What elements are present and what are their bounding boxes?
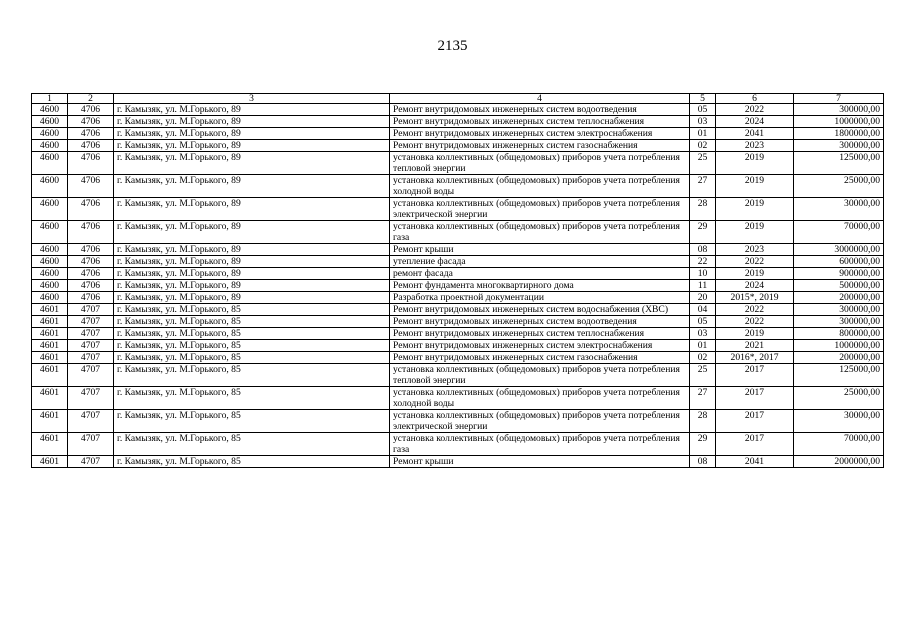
cell-cost: 900000,00 [794, 268, 884, 280]
cell-house-id: 4706 [68, 104, 114, 116]
cell-cost: 1800000,00 [794, 128, 884, 140]
cell-house-id: 4706 [68, 128, 114, 140]
cell-work-type: установка коллективных (общедомовых) приборов учета потребления электрической энергии [390, 410, 690, 433]
table-row [32, 292, 884, 304]
cell-cost: 3000000,00 [794, 244, 884, 256]
table-row [32, 256, 884, 268]
cell-house-id: 4706 [68, 152, 114, 175]
cell-address: г. Камызяк, ул. М.Горького, 89 [114, 221, 390, 244]
cell-work-type: Ремонт внутридомовых инженерных систем электроснабжения [390, 340, 690, 352]
table-row [32, 116, 884, 128]
cell-work-type: Ремонт внутридомовых инженерных систем газоснабжения [390, 352, 690, 364]
cell-id: 4600 [32, 152, 68, 175]
cell-work-type: установка коллективных (общедомовых) приборов учета потребления тепловой энергии [390, 364, 690, 387]
header-row [32, 94, 884, 104]
header-cell-2: 2 [68, 94, 114, 104]
cell-id: 4600 [32, 198, 68, 221]
table-row [32, 316, 884, 328]
cell-code: 05 [690, 316, 716, 328]
registry-table [31, 93, 884, 468]
cell-cost: 300000,00 [794, 140, 884, 152]
cell-code: 01 [690, 128, 716, 140]
cell-work-type: Ремонт внутридомовых инженерных систем водоснабжения (ХВС) [390, 304, 690, 316]
table-row [32, 304, 884, 316]
cell-code: 03 [690, 116, 716, 128]
cell-house-id: 4707 [68, 340, 114, 352]
cell-work-type: ремонт фасада [390, 268, 690, 280]
cell-year: 2019 [716, 328, 794, 340]
cell-address: г. Камызяк, ул. М.Горького, 85 [114, 328, 390, 340]
cell-house-id: 4707 [68, 352, 114, 364]
cell-address: г. Камызяк, ул. М.Горького, 89 [114, 198, 390, 221]
cell-id: 4600 [32, 175, 68, 198]
cell-id: 4600 [32, 140, 68, 152]
cell-code: 28 [690, 410, 716, 433]
cell-id: 4600 [32, 280, 68, 292]
cell-id: 4600 [32, 116, 68, 128]
header-cell-3: 3 [114, 94, 390, 104]
cell-house-id: 4706 [68, 140, 114, 152]
cell-work-type: Ремонт крыши [390, 244, 690, 256]
cell-cost: 600000,00 [794, 256, 884, 268]
cell-address: г. Камызяк, ул. М.Горького, 85 [114, 352, 390, 364]
cell-code: 01 [690, 340, 716, 352]
cell-cost: 30000,00 [794, 198, 884, 221]
cell-cost: 300000,00 [794, 104, 884, 116]
cell-house-id: 4706 [68, 198, 114, 221]
table-row [32, 456, 884, 468]
cell-cost: 70000,00 [794, 221, 884, 244]
cell-house-id: 4706 [68, 292, 114, 304]
cell-year: 2019 [716, 152, 794, 175]
cell-house-id: 4707 [68, 364, 114, 387]
cell-address: г. Камызяк, ул. М.Горького, 85 [114, 387, 390, 410]
cell-cost: 25000,00 [794, 387, 884, 410]
cell-address: г. Камызяк, ул. М.Горького, 85 [114, 364, 390, 387]
table-row [32, 433, 884, 456]
cell-address: г. Камызяк, ул. М.Горького, 85 [114, 340, 390, 352]
cell-code: 10 [690, 268, 716, 280]
cell-house-id: 4706 [68, 280, 114, 292]
cell-year: 2022 [716, 256, 794, 268]
cell-code: 03 [690, 328, 716, 340]
table-row [32, 140, 884, 152]
cell-house-id: 4707 [68, 456, 114, 468]
cell-address: г. Камызяк, ул. М.Горького, 89 [114, 128, 390, 140]
cell-id: 4601 [32, 352, 68, 364]
cell-id: 4601 [32, 364, 68, 387]
cell-house-id: 4707 [68, 433, 114, 456]
cell-house-id: 4707 [68, 316, 114, 328]
cell-id: 4600 [32, 292, 68, 304]
table-row [32, 244, 884, 256]
cell-work-type: Ремонт крыши [390, 456, 690, 468]
cell-id: 4601 [32, 316, 68, 328]
cell-house-id: 4706 [68, 221, 114, 244]
cell-cost: 200000,00 [794, 292, 884, 304]
cell-code: 05 [690, 104, 716, 116]
cell-year: 2041 [716, 456, 794, 468]
cell-cost: 1000000,00 [794, 116, 884, 128]
cell-address: г. Камызяк, ул. М.Горького, 89 [114, 256, 390, 268]
cell-cost: 300000,00 [794, 316, 884, 328]
cell-address: г. Камызяк, ул. М.Горького, 89 [114, 244, 390, 256]
cell-work-type: Ремонт внутридомовых инженерных систем теплоснабжения [390, 328, 690, 340]
cell-code: 08 [690, 244, 716, 256]
table-row [32, 352, 884, 364]
cell-code: 25 [690, 364, 716, 387]
cell-house-id: 4706 [68, 175, 114, 198]
table-row [32, 387, 884, 410]
cell-work-type: Ремонт внутридомовых инженерных систем водоотведения [390, 104, 690, 116]
cell-code: 04 [690, 304, 716, 316]
cell-id: 4600 [32, 244, 68, 256]
cell-work-type: Ремонт внутридомовых инженерных систем газоснабжения [390, 140, 690, 152]
cell-id: 4600 [32, 104, 68, 116]
table-row [32, 364, 884, 387]
cell-address: г. Камызяк, ул. М.Горького, 85 [114, 410, 390, 433]
cell-address: г. Камызяк, ул. М.Горького, 89 [114, 116, 390, 128]
cell-work-type: установка коллективных (общедомовых) приборов учета потребления газа [390, 433, 690, 456]
cell-cost: 70000,00 [794, 433, 884, 456]
cell-year: 2016*, 2017 [716, 352, 794, 364]
cell-work-type: Разработка проектной документации [390, 292, 690, 304]
cell-year: 2021 [716, 340, 794, 352]
table-row [32, 268, 884, 280]
cell-work-type: Ремонт внутридомовых инженерных систем теплоснабжения [390, 116, 690, 128]
cell-house-id: 4707 [68, 304, 114, 316]
cell-house-id: 4706 [68, 256, 114, 268]
cell-year: 2022 [716, 304, 794, 316]
cell-id: 4601 [32, 410, 68, 433]
cell-address: г. Камызяк, ул. М.Горького, 89 [114, 292, 390, 304]
cell-cost: 800000,00 [794, 328, 884, 340]
cell-year: 2015*, 2019 [716, 292, 794, 304]
cell-cost: 200000,00 [794, 352, 884, 364]
cell-house-id: 4706 [68, 244, 114, 256]
cell-code: 08 [690, 456, 716, 468]
cell-house-id: 4707 [68, 410, 114, 433]
cell-work-type: Ремонт фундамента многоквартирного дома [390, 280, 690, 292]
cell-year: 2023 [716, 244, 794, 256]
cell-address: г. Камызяк, ул. М.Горького, 89 [114, 175, 390, 198]
cell-cost: 1000000,00 [794, 340, 884, 352]
table-row [32, 104, 884, 116]
cell-id: 4601 [32, 387, 68, 410]
cell-code: 20 [690, 292, 716, 304]
cell-id: 4600 [32, 256, 68, 268]
cell-id: 4601 [32, 304, 68, 316]
cell-work-type: установка коллективных (общедомовых) приборов учета потребления тепловой энергии [390, 152, 690, 175]
table-row [32, 198, 884, 221]
header-cell-6: 6 [716, 94, 794, 104]
cell-code: 27 [690, 387, 716, 410]
cell-address: г. Камызяк, ул. М.Горького, 85 [114, 433, 390, 456]
header-cell-7: 7 [794, 94, 884, 104]
cell-work-type: Ремонт внутридомовых инженерных систем водоотведения [390, 316, 690, 328]
header-cell-1: 1 [32, 94, 68, 104]
cell-year: 2024 [716, 280, 794, 292]
cell-work-type: Ремонт внутридомовых инженерных систем электроснабжения [390, 128, 690, 140]
cell-cost: 30000,00 [794, 410, 884, 433]
header-cell-4: 4 [390, 94, 690, 104]
cell-year: 2022 [716, 104, 794, 116]
cell-year: 2041 [716, 128, 794, 140]
table-row [32, 175, 884, 198]
cell-year: 2017 [716, 433, 794, 456]
cell-cost: 125000,00 [794, 152, 884, 175]
cell-work-type: установка коллективных (общедомовых) приборов учета потребления электрической энергии [390, 198, 690, 221]
page-number: 2135 [437, 38, 468, 54]
cell-address: г. Камызяк, ул. М.Горького, 85 [114, 304, 390, 316]
cell-year: 2019 [716, 268, 794, 280]
cell-id: 4600 [32, 221, 68, 244]
cell-code: 29 [690, 433, 716, 456]
cell-code: 25 [690, 152, 716, 175]
cell-work-type: установка коллективных (общедомовых) приборов учета потребления холодной воды [390, 387, 690, 410]
cell-year: 2024 [716, 116, 794, 128]
cell-year: 2023 [716, 140, 794, 152]
cell-cost: 25000,00 [794, 175, 884, 198]
cell-id: 4601 [32, 328, 68, 340]
cell-address: г. Камызяк, ул. М.Горького, 85 [114, 316, 390, 328]
cell-year: 2017 [716, 410, 794, 433]
cell-cost: 300000,00 [794, 304, 884, 316]
cell-cost: 125000,00 [794, 364, 884, 387]
cell-address: г. Камызяк, ул. М.Горького, 85 [114, 456, 390, 468]
cell-id: 4600 [32, 128, 68, 140]
cell-work-type: утепление фасада [390, 256, 690, 268]
cell-work-type: установка коллективных (общедомовых) приборов учета потребления газа [390, 221, 690, 244]
cell-work-type: установка коллективных (общедомовых) приборов учета потребления холодной воды [390, 175, 690, 198]
table-row [32, 280, 884, 292]
cell-address: г. Камызяк, ул. М.Горького, 89 [114, 268, 390, 280]
cell-address: г. Камызяк, ул. М.Горького, 89 [114, 104, 390, 116]
cell-cost: 2000000,00 [794, 456, 884, 468]
cell-code: 11 [690, 280, 716, 292]
cell-code: 02 [690, 140, 716, 152]
cell-id: 4601 [32, 340, 68, 352]
table-row [32, 340, 884, 352]
cell-id: 4600 [32, 268, 68, 280]
cell-address: г. Камызяк, ул. М.Горького, 89 [114, 140, 390, 152]
cell-house-id: 4706 [68, 116, 114, 128]
cell-house-id: 4707 [68, 387, 114, 410]
cell-year: 2019 [716, 198, 794, 221]
cell-address: г. Камызяк, ул. М.Горького, 89 [114, 152, 390, 175]
cell-code: 29 [690, 221, 716, 244]
table-row [32, 128, 884, 140]
cell-address: г. Камызяк, ул. М.Горького, 89 [114, 280, 390, 292]
table-row [32, 328, 884, 340]
cell-code: 02 [690, 352, 716, 364]
cell-house-id: 4706 [68, 268, 114, 280]
cell-year: 2019 [716, 221, 794, 244]
cell-code: 28 [690, 198, 716, 221]
cell-year: 2022 [716, 316, 794, 328]
cell-house-id: 4707 [68, 328, 114, 340]
cell-year: 2017 [716, 364, 794, 387]
table-row [32, 410, 884, 433]
cell-code: 22 [690, 256, 716, 268]
header-cell-5: 5 [690, 94, 716, 104]
cell-id: 4601 [32, 433, 68, 456]
cell-id: 4601 [32, 456, 68, 468]
table-row [32, 152, 884, 175]
cell-year: 2017 [716, 387, 794, 410]
table-row [32, 221, 884, 244]
cell-year: 2019 [716, 175, 794, 198]
cell-code: 27 [690, 175, 716, 198]
cell-cost: 500000,00 [794, 280, 884, 292]
